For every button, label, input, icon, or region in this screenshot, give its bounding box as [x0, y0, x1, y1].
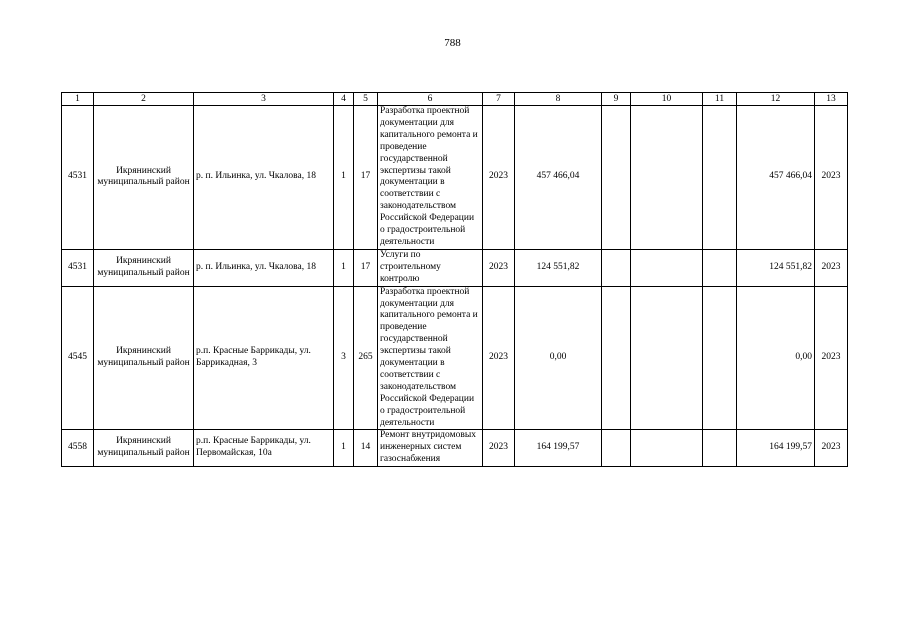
- page-number: 788: [444, 37, 461, 49]
- cell-col10: [631, 286, 703, 430]
- cell-year: 2023: [483, 249, 515, 286]
- cell-cost: 0,00: [515, 286, 602, 430]
- cell-col12: 124 551,82: [737, 249, 815, 286]
- header-row: [62, 93, 848, 106]
- cell-col9: [602, 249, 631, 286]
- cell-col12: 0,00: [737, 286, 815, 430]
- cell-year: 2023: [483, 286, 515, 430]
- cell-col13: 2023: [815, 430, 848, 467]
- cell-cost: 457 466,04: [515, 106, 602, 250]
- cell-col10: [631, 249, 703, 286]
- cell-address: р. п. Ильинка, ул. Чкалова, 18: [194, 106, 334, 250]
- cell-col5: 14: [354, 430, 378, 467]
- cell-municipality: Икрянинский муниципальный район: [94, 249, 194, 286]
- cell-col9: [602, 286, 631, 430]
- column-header: 3: [194, 93, 334, 106]
- cell-cost: 124 551,82: [515, 249, 602, 286]
- cell-col11: [703, 249, 737, 286]
- repair-program-table: [61, 92, 848, 467]
- column-header: 13: [815, 93, 848, 106]
- column-header: 11: [703, 93, 737, 106]
- cell-address: р.п. Красные Баррикады, ул. Баррикадная, 3: [194, 286, 334, 430]
- cell-year: 2023: [483, 106, 515, 250]
- cell-col11: [703, 430, 737, 467]
- cell-col13: 2023: [815, 286, 848, 430]
- cell-id: 4531: [62, 249, 94, 286]
- column-header: 1: [62, 93, 94, 106]
- cell-work-type: Услуги по строительному контролю: [378, 249, 483, 286]
- cell-municipality: Икрянинский муниципальный район: [94, 106, 194, 250]
- column-header: 8: [515, 93, 602, 106]
- column-header: 2: [94, 93, 194, 106]
- cell-work-type: Ремонт внутридомовых инженерных систем газоснабжения: [378, 430, 483, 467]
- column-header: 12: [737, 93, 815, 106]
- table-row: [62, 249, 848, 286]
- cell-col4: 3: [334, 286, 354, 430]
- cell-col10: [631, 106, 703, 250]
- cell-col4: 1: [334, 430, 354, 467]
- column-header: 6: [378, 93, 483, 106]
- column-header: 4: [334, 93, 354, 106]
- column-header: 5: [354, 93, 378, 106]
- cell-municipality: Икрянинский муниципальный район: [94, 430, 194, 467]
- cell-address: р.п. Красные Баррикады, ул. Первомайская, 10а: [194, 430, 334, 467]
- cell-col13: 2023: [815, 249, 848, 286]
- table-row: [62, 430, 848, 467]
- column-header: 9: [602, 93, 631, 106]
- cell-address: р. п. Ильинка, ул. Чкалова, 18: [194, 249, 334, 286]
- cell-col5: 17: [354, 249, 378, 286]
- table-row: [62, 106, 848, 250]
- cell-cost: 164 199,57: [515, 430, 602, 467]
- cell-col9: [602, 106, 631, 250]
- cell-col11: [703, 286, 737, 430]
- cell-col4: 1: [334, 249, 354, 286]
- cell-col4: 1: [334, 106, 354, 250]
- cell-year: 2023: [483, 430, 515, 467]
- cell-col9: [602, 430, 631, 467]
- cell-work-type: Разработка проектной документации для капитального ремонта и проведение государственной экспертизы такой документации в соответствии с законодательством Российской Федерации о градостроительной деятельности: [378, 286, 483, 430]
- cell-id: 4531: [62, 106, 94, 250]
- cell-col10: [631, 430, 703, 467]
- column-header: 10: [631, 93, 703, 106]
- table-row: [62, 286, 848, 430]
- column-header: 7: [483, 93, 515, 106]
- cell-col12: 457 466,04: [737, 106, 815, 250]
- cell-col13: 2023: [815, 106, 848, 250]
- cell-id: 4558: [62, 430, 94, 467]
- cell-work-type: Разработка проектной документации для капитального ремонта и проведение государственной экспертизы такой документации в соответствии с законодательством Российской Федерации о градостроительной деятельности: [378, 106, 483, 250]
- cell-col5: 265: [354, 286, 378, 430]
- cell-col11: [703, 106, 737, 250]
- cell-col5: 17: [354, 106, 378, 250]
- cell-municipality: Икрянинский муниципальный район: [94, 286, 194, 430]
- cell-col12: 164 199,57: [737, 430, 815, 467]
- cell-id: 4545: [62, 286, 94, 430]
